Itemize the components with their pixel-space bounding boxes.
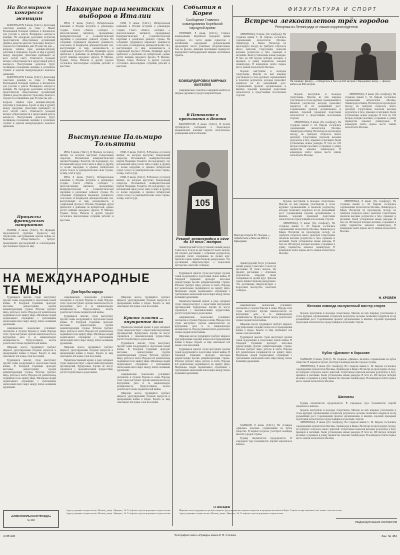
article-column xyxy=(117,296,170,524)
article-body: Трудящиеся многих стран выступают против гонки вооружений и подготовки новой войны. В Западной Германии проходят массовые демонстрации против ремилитаризации страны. Рабочие требуют мира, работы и хлеба. Народы всё решительнее поднимаются на защиту мира. Миллионы людей подписывают обращения с требованием заключения пакта мира между пятью великими державами. Американские монополии усиливают экспансию в странах Европы и Азии. Народы этих стран выступают против вмешательства во внутренние дела и за национальную независимость. Прогрессивная печать разоблачает планы поджигателей войны. Широкие массы трудящихся требуют мирного урегулирования спорных вопросов и прекращения войны в Корее. Борьба за мир охватывает всё новые слои населения. Трудящиеся многих стран выступают против гонки вооружений и подготовки новой войны. В Западной Германии проходят массовые демонстрации против ремилитаризации страны. Рабочие требуют мира, работы и хлеба. Народы всё решительнее поднимаются на защиту мира. Миллионы людей подписывают обращения с требованием заключения пакта мира между пятью великими державами. xyxy=(3,296,56,390)
column-athletics xyxy=(236,18,397,198)
article-body: РИМ, 8 июня. (ТАСС). Избирательная кампания в Италии вступила в решающую стадию. Газета «Унита» сообщает о многочисленных митингах, проведённых Коммунистической и Социалистической партиями в различных районах страны. На собраниях трудящиеся выражают решимость голосовать за кандидатов демократических сил, выступающих за мир, независимость и социальный прогресс Италии. Правящие круги прибегают к давлению на избирателей, однако растёт влияние народного фронта. В Милане, Турине, Генуе, Неаполе и других городах состоялись многолюдные собрания рабочих и крестьян. xyxy=(60,22,114,69)
section-headline: НА МЕЖДУНАРОДНЫЕ ТЕМЫ xyxy=(3,273,151,297)
photo-caption: На снимках: вверху — победитель в беге на 110 метров с барьерами; внизу — финиш забега на 800 метров. xyxy=(290,79,391,86)
column-italy-elections xyxy=(60,6,170,268)
article-subhead: Сообщение Главного командования Корейской народной армии xyxy=(182,17,223,30)
column-women-congress xyxy=(3,6,55,268)
order-number: Зак. № 482 xyxy=(381,534,397,538)
article-subhead: Женская команда заслуженный мастер спорта xyxy=(306,304,386,308)
article-body: Широкие массы трудящихся требуют мирного урегулирования спорных вопросов и прекращения войны в Корее. Борьба за мир охватывает всё новые слои населения. xyxy=(117,296,170,309)
record-article xyxy=(175,238,230,268)
article-subhead: Кризис власти — внутренние дела xyxy=(123,315,164,324)
svg-text:105: 105 xyxy=(194,198,211,208)
article-headline: Выступление Пальмиро Тольятти xyxy=(68,133,162,149)
section-rubric: ФИЗКУЛЬТУРА И СПОРТ xyxy=(288,7,378,13)
article-headline: Встреча легкоатлетов трёх городов xyxy=(244,17,389,25)
printer-line: Типография газеты «Правда» имени И. В. Сталина xyxy=(174,534,236,537)
article-headline: На Всемирном конгрессе женщин xyxy=(7,5,51,22)
article-subhead: Кубок «Динамо» в Харькове xyxy=(322,351,370,355)
article-body: ЛЕНИНГРАД, 8 июня. (По телефону). На стадионе имени С. М. Кирова состоялись соревнования легкоатлетов Москвы, Ленинграда и Киева. Несмотря на прохладную погоду, на трибунах собралось много зрителей. Спортсмены показали высокие результаты в беге, прыжках и метаниях. Были установлены новые рекорды. В беге на 100 метров победил москвич, в прыжках в длину первенство завоевал ленинградец. В командном зачёте первое место заняли легкоатлеты Москвы. Хорошо выступили и молодые спортсмены. Многие из них впервые участвовали в столь крупных соревнованиях и показали результаты, которые позволяют надеяться на их дальнейший рост. Соревнования прошли организованно и явились хорошей проверкой подготовки легкоатлетов к предстоящим всесоюзным стартам. xyxy=(236,32,286,98)
article-body: РИМ, 8 июня. (ТАСС). Избирательная кампания в Италии вступила в решающую стадию. Газета «Унита» сообщает о многочисленных митингах, проведённых Коммунистической и Социалистической партиями в различных районах страны. На собраниях трудящиеся выражают решимость голосовать за кандидатов демократических сил, выступающих за мир, независимость и социальный прогресс Италии. Правящие круги прибегают к давлению на избирателей, однако растёт влияние народного фронта. В Милане, Турине, Генуе, Неаполе и других городах состоялись многолюдные собрания рабочих и крестьян. xyxy=(116,22,170,69)
article-body: Правительственный кризис в ряде западных стран свидетельствует о нарастании внутренних противоречий. Буржуазные партии не могут справиться с экономическими трудностями, растёт безработица и дороговизна. Трудящиеся многих стран выступают против гонки вооружений и подготовки новой войны. В Западной Германии проходят массовые демонстрации против ремилитаризации страны. Рабочие требуют мира, работы и хлеба. Народы всё решительнее поднимаются на защиту мира. Миллионы людей подписывают обращения с требованием заключения пакта мира между пятью великими державами. Американские монополии усиливают экспансию в странах Европы и Азии. Народы этих стран выступают против вмешательства во внутренние дела и за национальную независимость. Прогрессивная печать разоблачает планы поджигателей войны. Широкие массы трудящихся требуют мирного урегулирования спорных вопросов и прекращения войны в Корее. Борьба за мир охватывает всё новые слои населения. xyxy=(117,325,170,404)
article-subhead: Шахматы xyxy=(337,395,355,399)
footer-info: Широкие массы трудящихся требуют мирного урегулирования спорных вопросов и прекращения войны в Корее. Борьба за мир охватывает всё новые слои населения. Адрес редакции и издательства: Москва, улица «Правды», 24. Телефоны отделов редакции и издательства. xyxy=(179,510,343,516)
article-body: Ленинградский бегун установил новый рекорд Советского Союза на дистанции 10 тысяч метров. Он прошёл дистанцию с отличным результатом, опередив своих соперников на целый круг. Зрители горячо приветствовали рекордсмена. Это достижение свидетельствует о возросшем мастерстве советских стайеров. xyxy=(236,262,276,293)
article-body: ХАРЬКОВ, 8 июня. (ТАСС). На стадионе «Динамо» начались соревнования на кубок общества. В первых встречах участвуют команды многих городов страны. Турнир шахматистов продолжается. В очередном туре большинство партий закончилось вничью. xyxy=(236,424,292,446)
article-body: ВАШИНГТОН, 8 июня. (ТАСС). В печати публикуются сообщения о переговорах американских военных кругов относительно размещения войск в Японии. xyxy=(175,122,230,135)
author-signature: Н. КРОВЕН xyxy=(378,296,396,300)
article-subhead: Дни борьбы народа xyxy=(71,290,103,294)
article-body: ПАРИЖ, 8 июня. (ТАСС). Во Франции продолжаются судебные процессы над патриотами, выступавшими против войны во Вьетнаме. Общественность требует прекращения преследований и освобождения арестованных борцов за мир. xyxy=(3,229,55,248)
article-body: Американские самолёты совершили налёты на мирные деревни и города Северной Кореи. xyxy=(175,89,230,96)
article-body: ЛЕНИНГРАД, 8 июня. (По телефону). На стадионе имени С. М. Кирова состоялись соревнования легкоатлетов Москвы, Ленинграда и Киева. Несмотря на прохладную погоду, на трибунах собралось много зрителей. Спортсмены показали высокие результаты в беге, прыжках и метаниях. Были установлены новые рекорды. В беге на 100 метров победил москвич, в прыжках в длину первенство завоевал ленинградец. В командном зачёте первое место заняли легкоатлеты Москвы. xyxy=(345,92,396,130)
article-body: Американские монополии усиливают экспансию в странах Европы и Азии. Народы этих стран выступают против вмешательства во внутренние дела и за национальную независимость. Прогрессивная печать разоблачает планы поджигателей войны. Трудящиеся многих стран выступают против гонки вооружений и подготовки новой войны. В Западной Германии проходят массовые демонстрации против ремилитаризации страны. Рабочие требуют мира, работы и хлеба. Народы всё решительнее поднимаются на защиту мира. Миллионы людей подписывают обращения с требованием заключения пакта мира между пятью великими державами. Широкие массы трудящихся требуют мирного урегулирования спорных вопросов и прекращения войны в Корее. Борьба за мир охватывает всё новые слои населения. Правительственный кризис в ряде западных стран свидетельствует о нарастании внутренних противоречий. Буржуазные партии не могут справиться с экономическими трудностями, растёт безработица и дороговизна. xyxy=(60,296,113,374)
hurdles-photo xyxy=(290,33,396,80)
article-body: КОПЕНГАГЕН, 8 июня. (ТАСС). Делегация советских женщин во главе с Ниной Васильевной Поповой прибыла в Копенгаген для участия в работе Всемирного конгресса женщин. На аэродроме делегацию встречали представители общественных организаций Дании и делегаты многих стран мира. Конгресс откроется в ближайшие дни. В повестке дня — вопросы защиты прав женщин-матерей, работниц и гражданок, борьба за мир и дружбу между народами. Делегации прибывают из всех частей света. Отмечается большой интерес общественности к предстоящей работе конгресса. Выступления делегаток будут посвящены положению женщин в различных странах и задачам международного женского движения. КОПЕНГАГЕН, 8 июня. (ТАСС). Делегация советских женщин во главе с Ниной Васильевной Поповой прибыла в Копенгаген для участия в работе Всемирного конгресса женщин. На аэродроме делегацию встречали представители общественных организаций Дании и делегаты многих стран мира. Конгресс откроется в ближайшие дни. В повестке дня — вопросы защиты прав женщин-матерей, работниц и гражданок, борьба за мир и дружбу между народами. Делегации прибывают из всех частей света. Отмечается большой интерес общественности к предстоящей работе конгресса. Выступления делегаток будут посвящены положению женщин в различных странах и задачам международного женского движения. xyxy=(3,23,55,128)
article-byline: Репортаж из Ленинграда от наших корреспондентов xyxy=(275,24,358,29)
article-headline: Рекорд ленинградца в беге на 10 тыс. метров xyxy=(176,237,229,245)
column-korea xyxy=(175,6,230,148)
runner-photo xyxy=(177,150,228,236)
address-block: Адрес редакции и издательства: Москва, улица «Правды», 24. Телефоны отделов редакции и издательства. Адрес редакции и издательства: Москва, улица «Правды», 24. Телефоны отделов редакции и издательства. xyxy=(66,510,171,516)
photo-caption: Мастер спорта Ю. Литуев — победитель в беге на 400 м с барьерами. xyxy=(234,234,271,243)
article-body: ЛЕНИНГРАД, 8 июня. (По телефону). На стадионе имени С. М. Кирова состоялись соревнования легкоатлетов Москвы, Ленинграда и Киева. Несмотря на прохладную погоду, на трибунах собралось много зрителей. Спортсмены показали высокие результаты в беге, прыжках и метаниях. Были установлены новые рекорды. В беге на 100 метров победил москвич, в прыжках в длину первенство завоевал ленинградец. В командном зачёте первое место заняли легкоатлеты Москвы. xyxy=(340,200,396,234)
article-body: Хорошо выступили и молодые спортсмены. Многие из них впервые участвовали в столь крупных соревнованиях и показали результаты, которые позволяют надеяться на их дальнейший рост. Соревнования прошли организованно и явились хорошей проверкой подготовки легкоатлетов к предстоящим всесоюзным стартам. xyxy=(296,312,396,325)
article-headline: В Пентагоне о пребывании в Японии xyxy=(178,113,227,122)
author-signature: Н. ВЕНЦЕВ xyxy=(213,505,230,509)
article-body: ПХЕНЬЯН, 8 июня. (ТАСС). Главное командование Корейской народной армии сообщает, что части армии совместно с китайскими народными добровольцами продолжают вести успешные оборонительные бои на фронте. Авиация противника подвергает варварским бомбардировкам мирные населённые пункты. xyxy=(175,32,230,57)
article-body: Ленинградский бегун установил новый рекорд Советского Союза на дистанции 10 тысяч метров. Он прошёл дистанцию с отличным результатом, опередив своих соперников на целый круг. Зрители горячо приветствовали рекордсмена. Это достижение свидетельствует о возросшем мастерстве советских стайеров. xyxy=(175,245,230,268)
editorial-board-label: РЕДАКЦИОННАЯ КОЛЛЕГИЯ xyxy=(355,520,397,524)
masthead-box xyxy=(3,510,59,528)
article-subhead: БОМБАРДИРОВКИ МИРНЫХ ЖИТЕЛЕЙ xyxy=(178,79,227,88)
article-body: РИМ, 8 июня. (ТАСС). В Неаполе состоялся митинг, на котором выступил Генеральный секретарь Итальянской коммунистической партии Пальмиро Тольятти. Он подчеркнул, что итальянский народ хочет жить в мире и дружбе со всеми народами, и призвал избирателей отдать голоса за демократические силы страны, за мир, хлеб и труд. РИМ, 8 июня. (ТАСС). Избирательная кампания в Италии вступила в решающую стадию. Газета «Унита» сообщает о многочисленных митингах, проведённых Коммунистической и Социалистической партиями в различных районах страны. На собраниях трудящиеся выражают решимость голосовать за кандидатов демократических сил, выступающих за мир, независимость и социальный прогресс Италии. Правящие круги прибегают к давлению на избирателей, однако растёт влияние народного фронта. В Милане, Турине, Генуе, Неаполе и других городах состоялись многолюдные собрания рабочих и крестьян. xyxy=(60,150,114,222)
article-body: Турнир шахматистов продолжается. В очередном туре большинство партий закончилось вничью. Хорошо выступили и молодые спортсмены. Многие из них впервые участвовали в столь крупных соревнованиях и показали результаты, которые позволяют надеяться на их дальнейший рост. Соревнования прошли организованно и явились хорошей проверкой подготовки легкоатлетов к предстоящим всесоюзным стартам. ЛЕНИНГРАД, 8 июня. (По телефону). На стадионе имени С. М. Кирова состоялись соревнования легкоатлетов Москвы, Ленинграда и Киева. Несмотря на прохладную погоду, на трибунах собралось много зрителей. Спортсмены показали высокие результаты в беге, прыжках и метаниях. Были установлены новые рекорды. В беге на 100 метров победил москвич, в прыжках в длину первенство завоевал ленинградец. В командном зачёте первое место заняли легкоатлеты Москвы. xyxy=(296,402,396,440)
article-body: ХАРЬКОВ, 8 июня. (ТАСС). На стадионе «Динамо» начались соревнования на кубок общества. В первых встречах участвуют команды многих городов страны. ЛЕНИНГРАД, 8 июня. (По телефону). На стадионе имени С. М. Кирова состоялись соревнования легкоатлетов Москвы, Ленинграда и Киева. Несмотря на прохладную погоду, на трибунах собралось много зрителей. Спортсмены показали высокие результаты в беге, прыжках и метаниях. Были установлены новые рекорды. В беге на 100 метров победил москвич, в прыжках в длину первенство завоевал ленинградец. В командном зачёте первое место заняли легкоатлеты Москвы. xyxy=(296,358,396,383)
article-headline: События в Корее xyxy=(183,5,222,17)
column-athletics-lower xyxy=(236,200,397,528)
article-headline: Процессы французских патриотов xyxy=(13,213,45,228)
article-body: Хорошо выступили и молодые спортсмены. Многие из них впервые участвовали в столь крупных соревнованиях и показали результаты, которые позволяют надеяться на их дальнейший рост. Соревнования прошли организованно и явились хорошей проверкой подготовки легкоатлетов к предстоящим всесоюзным стартам. ЛЕНИНГРАД, 8 июня. (По телефону). На стадионе имени С. М. Кирова состоялись соревнования легкоатлетов Москвы, Ленинграда и Киева. Несмотря на прохладную погоду, на трибунах собралось много зрителей. Спортсмены показали высокие результаты в беге, прыжках и метаниях. Были установлены новые рекорды. В беге на 100 метров победил москвич, в прыжках в длину первенство завоевал ленинградец. В командном зачёте первое место заняли легкоатлеты Москвы. xyxy=(290,92,341,158)
page-date: 4 ИЮНЯ xyxy=(3,534,16,538)
article-body: Хорошо выступили и молодые спортсмены. Многие из них впервые участвовали в столь крупных соревнованиях и показали результаты, которые позволяют надеяться на их дальнейший рост. Соревнования прошли организованно и явились хорошей проверкой подготовки легкоатлетов к предстоящим всесоюзным стартам. ЛЕНИНГРАД, 8 июня. (По телефону). На стадионе имени С. М. Кирова состоялись соревнования легкоатлетов Москвы, Ленинграда и Киева. Несмотря на прохладную погоду, на трибунах собралось много зрителей. Спортсмены показали высокие результаты в беге, прыжках и метаниях. Были установлены новые рекорды. В беге на 100 метров победил москвич, в прыжках в длину первенство завоевал ленинградец. В командном зачёте первое место заняли легкоатлеты Москвы. xyxy=(279,200,335,256)
issue-number: № 492 xyxy=(27,519,35,522)
article-body: РИМ, 8 июня. (ТАСС). В Неаполе состоялся митинг, на котором выступил Генеральный секретарь Итальянской коммунистической партии Пальмиро Тольятти. Он подчеркнул, что итальянский народ хочет жить в мире и дружбе со всеми народами, и призвал избирателей отдать голоса за демократические силы страны, за мир, хлеб и труд. РИМ, 8 июня. (ТАСС). В Неаполе состоялся митинг, на котором выступил Генеральный секретарь Итальянской коммунистической партии Пальмиро Тольятти. Он подчеркнул, что итальянский народ хочет жить в мире и дружбе со всеми народами, и призвал избирателей отдать голоса за демократические силы страны, за мир, хлеб и труд. xyxy=(116,150,170,201)
article-body: Трудящиеся многих стран выступают против гонки вооружений и подготовки новой войны. В Западной Германии проходят массовые демонстрации против ремилитаризации страны. Рабочие требуют мира, работы и хлеба. Народы всё решительнее поднимаются на защиту мира. Миллионы людей подписывают обращения с требованием заключения пакта мира между пятью великими державами. Правительственный кризис в ряде западных стран свидетельствует о нарастании внутренних противоречий. Буржуазные партии не могут справиться с экономическими трудностями, растёт безработица и дороговизна. Американские монополии усиливают экспансию в странах Европы и Азии. Народы этих стран выступают против вмешательства во внутренние дела и за национальную независимость. Прогрессивная печать разоблачает планы поджигателей войны. Широкие массы трудящихся требуют мирного урегулирования спорных вопросов и прекращения войны в Корее. Борьба за мир охватывает всё новые слои населения. Трудящиеся многих стран выступают против гонки вооружений и подготовки новой войны. В Западной Германии проходят массовые демонстрации против ремилитаризации страны. Рабочие требуют мира, работы и хлеба. Народы всё решительнее поднимаются на защиту мира. Миллионы людей подписывают обращения с требованием заключения пакта мира между пятью великими державами. xyxy=(175,272,230,375)
article-body: Американские монополии усиливают экспансию в странах Европы и Азии. Народы этих стран выступают против вмешательства во внутренние дела и за национальную независимость. Прогрессивная печать разоблачает планы поджигателей войны. Широкие массы трудящихся требуют мирного урегулирования спорных вопросов и прекращения войны в Корее. Борьба за мир охватывает всё новые слои населения. Трудящиеся многих стран выступают против гонки вооружений и подготовки новой войны. В Западной Германии проходят массовые демонстрации против ремилитаризации страны. Рабочие требуют мира, работы и хлеба. Народы всё решительнее поднимаются на защиту мира. Миллионы людей подписывают обращения с требованием заключения пакта мира между пятью великими державами. xyxy=(236,304,292,364)
paper-title: «КОМСОМОЛЬСКАЯ ПРАВДА» xyxy=(10,515,52,518)
article-headline: Накануне парламентских выборов в Италии xyxy=(65,5,165,20)
